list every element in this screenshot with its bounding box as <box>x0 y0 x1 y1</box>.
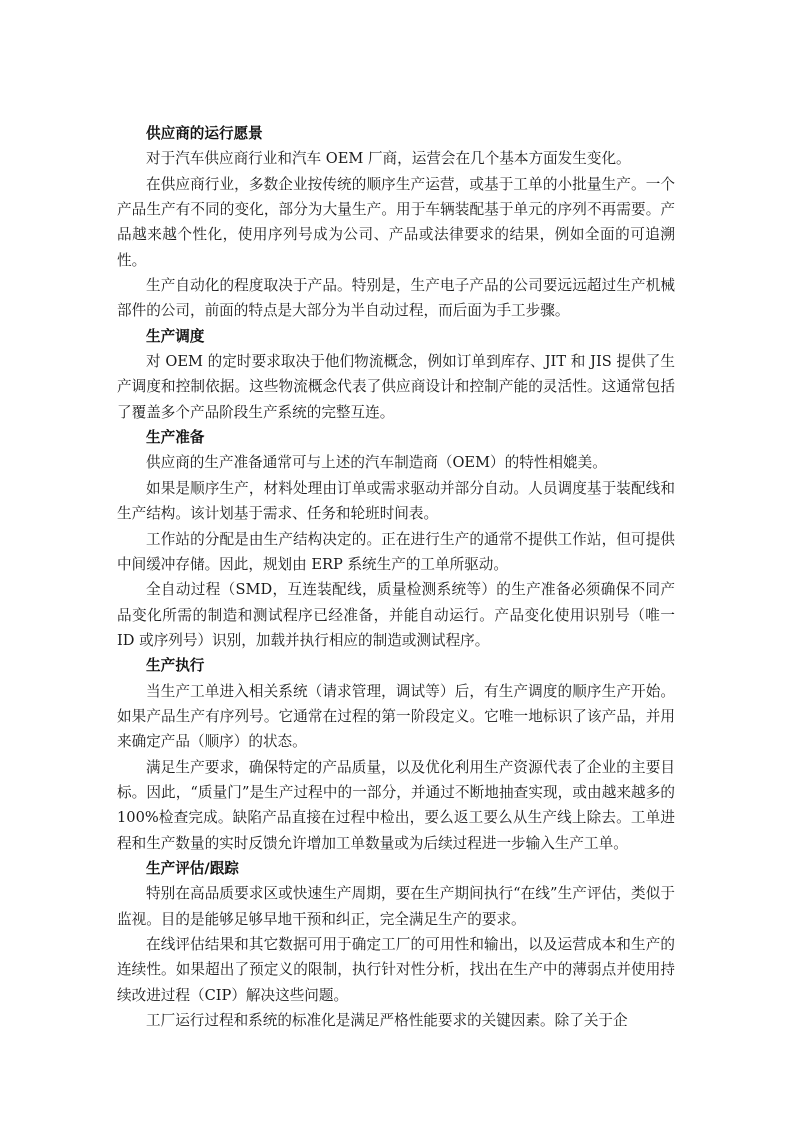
section-heading: 供应商的运行愿景 <box>146 125 263 142</box>
paragraph: 特别在高品质要求区或快速生产周期，要在生产期间执行“在线”生产评估，类似于监视。目的是能够足够早地干预和纠正，完全满足生产的要求。 <box>117 885 675 928</box>
paragraph: 满足生产要求，确保特定的产品质量，以及优化利用生产资源代表了企业的主要目标。因此，“质量门”是生产过程中的一部分，并通过不断地抽查实现，或由越来越多的 100%检查完成。缺陷产品直接在过程中检出，要么返工要么从生产线上除去。工单进程和生产数量的实时反馈允许增加工单数量或为后续过程进一步输入生产工单。 <box>117 758 675 852</box>
section-heading: 生产调度 <box>146 327 205 345</box>
section-heading: 生产执行 <box>146 657 205 675</box>
paragraph: 对 OEM 的定时要求取决于他们物流概念，例如订单到库存、JIT 和 JIS 提供了生产调度和控制依据。这些物流概念代表了供应商设计和控制产能的灵活性。这通常包括了覆盖多个产品阶段生产系统的完整互连。 <box>117 353 675 421</box>
paragraph: 对于汽车供应商行业和汽车 OEM 厂商，运营会在几个基本方面发生变化。 <box>146 150 631 168</box>
paragraph: 在供应商行业，多数企业按传统的顺序生产运营，或基于工单的小批量生产。一个产品生产有不同的变化，部分为大量生产。用于车辆装配基于单元的序列不再需要。产品越来越个性化，使用序列号成为公司、产品或法律要求的结果，例如全面的可追溯性。 <box>117 175 675 269</box>
paragraph: 生产自动化的程度取决于产品。特别是，生产电子产品的公司要远远超过生产机械部件的公司，前面的特点是大部分为半自动过程，而后面为手工步骤。 <box>117 277 675 320</box>
paragraph: 工作站的分配是由生产结构决定的。正在进行生产的通常不提供工作站，但可提供中间缓冲存储。因此，规划由 ERP 系统生产的工单所驱动。 <box>117 530 675 573</box>
paragraph: 在线评估结果和其它数据可用于确定工厂的可用性和输出，以及运营成本和生产的连续性。如果超出了预定义的限制，执行针对性分析，找出在生产中的薄弱点并使用持续改进过程（CIP）解决这些问题。 <box>117 936 675 1004</box>
paragraph: 供应商的生产准备通常可与上述的汽车制造商（OEM）的特性相媲美。 <box>146 454 607 472</box>
section-heading: 生产评估/跟踪 <box>146 859 239 877</box>
section-heading: 生产准备 <box>146 429 205 447</box>
paragraph: 工厂运行过程和系统的标准化是满足严格性能要求的关键因素。除了关于企 <box>146 1012 628 1030</box>
paragraph: 如果是顺序生产，材料处理由订单或需求驱动并部分自动。人员调度基于装配线和生产结构。该计划基于需求、任务和轮班时间表。 <box>117 479 675 523</box>
paragraph: 当生产工单进入相关系统（请求管理，调试等）后，有生产调度的顺序生产开始。如果产品生产有序列号。它通常在过程的第一阶段定义。它唯一地标识了该产品，并用来确定产品（顺序）的状态。 <box>117 682 675 751</box>
document-body <box>117 121 675 1033</box>
paragraph: 全自动过程（SMD，互连装配线，质量检测系统等）的生产准备必须确保不同产品变化所需的制造和测试程序已经准备，并能自动运行。产品变化使用识别号（唯一 ID 或序列号）识别，加载并执行相应的制造或测试程序。 <box>117 581 675 649</box>
